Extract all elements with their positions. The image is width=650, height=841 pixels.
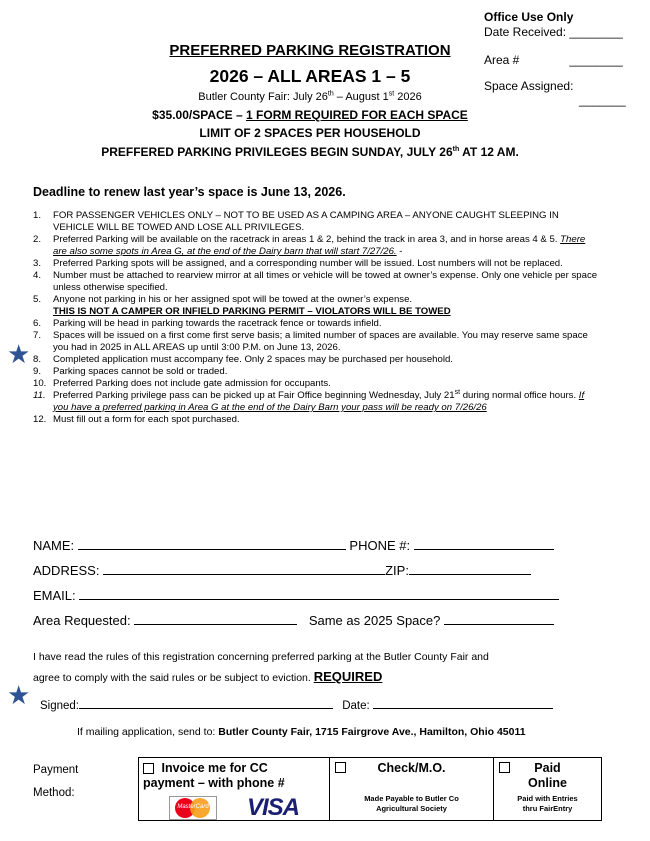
email-row — [33, 587, 559, 603]
rule-number: 12. — [33, 414, 47, 425]
privileges-sup: th — [452, 146, 460, 153]
check-note — [330, 794, 493, 814]
year-areas: 2026 – ALL AREAS 1 – 5 — [209, 66, 411, 86]
rule-text: Parking will be head in parking towards the racetrack fence or towards infield. — [53, 318, 382, 329]
office-use-title: Office Use Only — [484, 10, 574, 24]
rule-9 — [33, 366, 601, 378]
rule-number: 3. — [33, 258, 42, 269]
rule-text: Spaces will be issued on a first come first serve basis; a limited number of spaces are available. You may reserve same space you had in 2025 in ALL AREAS up until 3:00 P.M. on June 13, 2026. — [53, 330, 588, 353]
fair-dates-end: 2026 — [394, 91, 422, 103]
name-field[interactable] — [78, 537, 346, 550]
zip-field[interactable] — [409, 562, 531, 575]
rule-text — [53, 234, 601, 258]
payment-method-label — [33, 759, 78, 805]
rule-12 — [33, 414, 601, 426]
paid-online-label — [494, 761, 601, 791]
rule-sup: st — [454, 388, 461, 396]
phone-label: PHONE #: — [349, 538, 411, 553]
agreement-line-2 — [33, 667, 489, 688]
rule-8 — [33, 354, 601, 366]
check-option[interactable] — [330, 758, 494, 820]
rule-number: 6. — [33, 318, 42, 329]
online-label: Online — [528, 776, 567, 790]
rule-number: 5. — [33, 294, 42, 305]
rule-number: 7. — [33, 330, 42, 341]
fair-dates-sup: th — [327, 90, 334, 98]
rule-text: Preferred Parking does not include gate admission for occupants. — [53, 378, 331, 389]
date-field[interactable] — [373, 696, 553, 709]
rule-3 — [33, 258, 601, 270]
deadline-notice: Deadline to renew last year’s space is June 13, 2026. — [33, 185, 346, 199]
date-label: Date: — [342, 700, 370, 712]
agreement-text: agree to comply with the said rules or be subject to eviction. — [33, 672, 311, 684]
address-label: ADDRESS: — [33, 563, 100, 578]
rule-text-part2: during normal office hours. — [460, 390, 579, 401]
paid-label: Paid — [534, 761, 561, 775]
rule-number: 10. — [33, 378, 47, 389]
rule-5 — [33, 294, 601, 318]
rule-2 — [33, 234, 601, 258]
paid-online-option[interactable] — [494, 758, 601, 820]
rule-text: Completed application must accompany fee. Only 2 spaces may be purchased per household. — [53, 354, 453, 365]
area-requested-field[interactable] — [134, 612, 297, 625]
address-field[interactable] — [103, 562, 385, 575]
check-label: Check/M.O. — [377, 761, 446, 775]
rule-text: Preferred Parking spots will be assigned, and a corresponding number will be issued. Lost numbers will not be replaced. — [53, 258, 563, 269]
rule-warning: THIS IS NOT A CAMPER OR INFIELD PARKING PERMIT – VIOLATORS WILL BE TOWED — [53, 306, 451, 317]
privileges-end: AT 12 AM. — [459, 145, 519, 159]
required-label: REQUIRED — [313, 669, 383, 684]
area-number-label: Area # — [484, 53, 520, 67]
fair-dates-sup2: st — [388, 90, 395, 98]
fair-dates-mid: – August 1 — [333, 91, 389, 103]
rule-1 — [33, 210, 601, 234]
fair-dates-text: Butler County Fair: July 26 — [198, 91, 328, 103]
rule-text-part: Anyone not parking in his or her assigned spot will be towed at the owner’s expense. — [53, 294, 413, 305]
rule-text-part: Preferred Parking privilege pass can be picked up at Fair Office beginning Wednesday, July 21 — [53, 390, 455, 401]
mailing-prefix: If mailing application, send to: — [77, 726, 219, 738]
payment-table — [138, 757, 602, 821]
name-label: NAME: — [33, 538, 75, 553]
agreement — [33, 648, 489, 688]
mastercard-logo — [169, 796, 217, 820]
fair-dates — [60, 91, 560, 103]
rule-number: 9. — [33, 366, 42, 377]
space-assigned-label: Space Assigned: — [484, 79, 574, 93]
limit-line: LIMIT OF 2 SPACES PER HOUSEHOLD — [199, 126, 421, 140]
rule-text: FOR PASSENGER VEHICLES ONLY – NOT TO BE USED AS A CAMPING AREA – ANYONE CAUGHT SLEEPING IN VEHICLE WILL BE TOWED AND LOSE ALL PRIVILEGES. — [53, 210, 559, 233]
privileges-text: PREFFERED PARKING PRIVILEGES BEGIN SUNDAY, JULY 26 — [101, 145, 453, 159]
method-label: Method: — [33, 787, 75, 799]
rule-text-tail: - — [396, 246, 403, 257]
rule-text-part: Preferred Parking will be available on the racetrack in areas 1 & 2, behind the track in area 3, and in horse areas 4 & 5. — [53, 234, 561, 245]
area-row — [33, 612, 554, 628]
rule-text: Parking spaces cannot be sold or traded. — [53, 366, 228, 377]
paid-note-2: thru FairEntry — [522, 804, 573, 813]
rule-7 — [33, 330, 601, 354]
same-as-field[interactable] — [444, 612, 554, 625]
mailing-address: Butler County Fair, 1715 Fairgrove Ave., Hamilton, Ohio 45011 — [218, 726, 526, 738]
rule-4 — [33, 270, 601, 294]
mailing-line — [77, 726, 526, 738]
rule-text: Must fill out a form for each spot purchased. — [53, 414, 240, 425]
star-icon: ★ — [7, 339, 31, 369]
rule-10 — [33, 378, 601, 390]
signature-row — [40, 696, 553, 712]
address-row — [33, 562, 531, 578]
rule-number: 1. — [33, 210, 42, 221]
signed-label: Signed: — [40, 700, 80, 712]
area-requested-label: Area Requested: — [33, 613, 131, 628]
invoice-label-2: payment – with phone # — [143, 776, 285, 790]
rules-list — [33, 210, 601, 426]
email-label: EMAIL: — [33, 588, 76, 603]
space-assigned-blank: _______ — [579, 93, 626, 107]
payment-label: Payment — [33, 764, 79, 776]
privileges-line — [0, 145, 620, 159]
rule-area-g-note: There are also some spots in Area G, at the end of the Dairy barn that will start 7/27/26. — [53, 234, 586, 257]
rule-text: Number must be attached to rearview mirror at all times or vehicle will be towed at owner’s expense. Only one vehicle per space unless otherwise specified. — [53, 270, 598, 293]
paid-note-1: Paid with Entries — [517, 794, 578, 803]
same-as-label: Same as 2025 Space? — [308, 613, 441, 628]
rule-text — [53, 390, 601, 414]
rule-11 — [33, 390, 601, 414]
invoice-checkbox[interactable] — [143, 763, 154, 774]
name-row — [33, 537, 554, 553]
rule-number: 2. — [33, 234, 42, 245]
visa-logo: VISA — [247, 794, 300, 821]
mastercard-text: MasterCard — [177, 804, 209, 810]
zip-label: ZIP: — [385, 563, 409, 578]
invoice-option[interactable] — [139, 758, 330, 820]
paid-note — [494, 794, 601, 814]
price-text: $35.00/SPACE – — [152, 108, 247, 122]
star-icon: ★ — [7, 680, 31, 710]
form-title: PREFERRED PARKING REGISTRATION — [169, 42, 451, 59]
rule-area-g-pass-note: If you have a preferred parking in Area G at the end of the Dairy Barn your pass will be ready on 7/26/26 — [53, 390, 585, 413]
price-form-required: 1 FORM REQUIRED FOR EACH SPACE — [246, 108, 468, 122]
phone-field[interactable] — [414, 537, 554, 550]
area-number-blank: ________ — [569, 53, 623, 67]
rule-number: 11. — [33, 390, 46, 401]
invoice-label: Invoice me for CC — [161, 761, 268, 775]
price-line — [60, 108, 560, 122]
signature-field[interactable] — [79, 696, 333, 709]
rule-number: 8. — [33, 354, 42, 365]
rule-number: 4. — [33, 270, 42, 281]
email-field[interactable] — [79, 587, 559, 600]
check-note-2: Agricultural Society — [376, 804, 447, 813]
date-received-label: Date Received: ________ — [484, 25, 623, 39]
rule-6 — [33, 318, 601, 330]
check-note-1: Made Payable to Butler Co — [364, 794, 459, 803]
agreement-line-1: I have read the rules of this registration concerning preferred parking at the Butler County Fair and — [33, 651, 489, 663]
rule-text — [53, 294, 601, 318]
